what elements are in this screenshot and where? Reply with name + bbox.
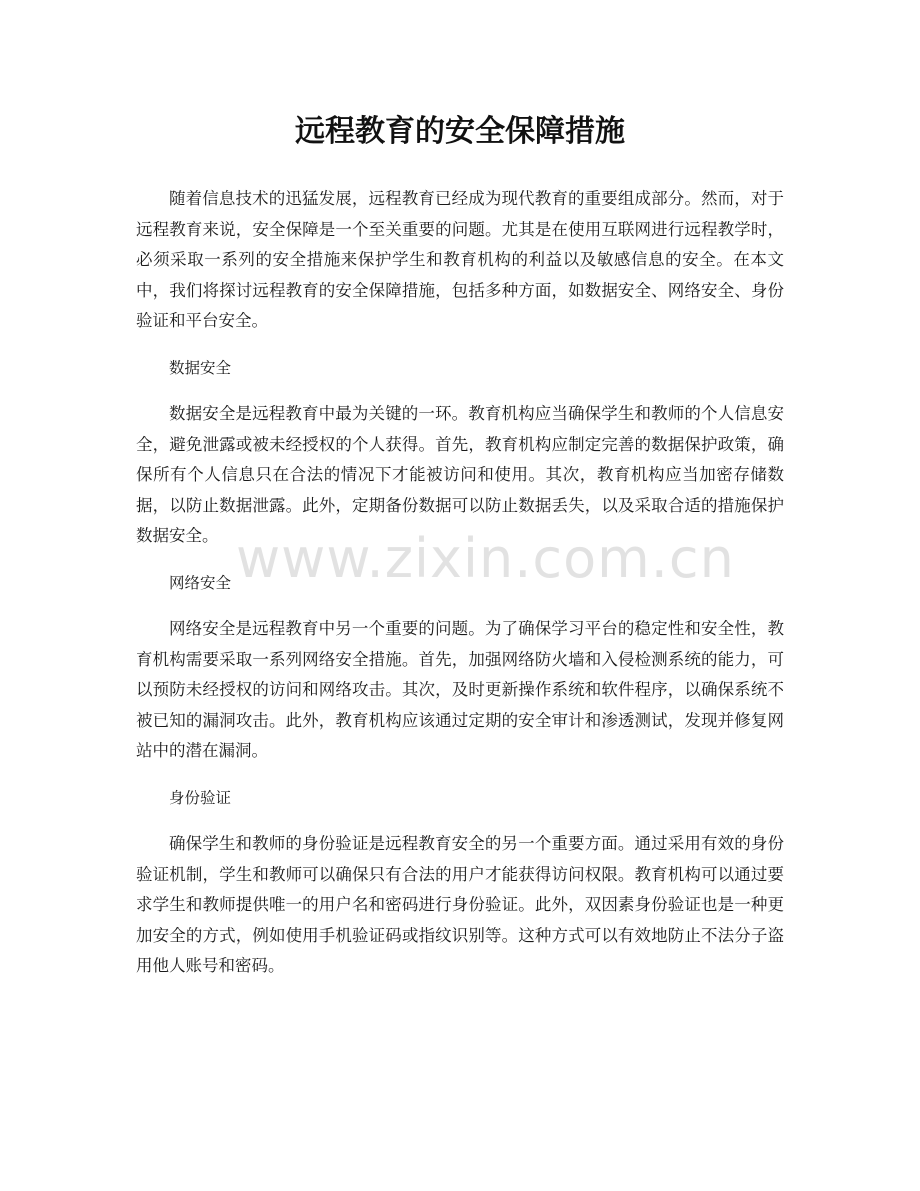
network-security-paragraph: 网络安全是远程教育中另一个重要的问题。为了确保学习平台的稳定性和安全性，教育机构需要采取一系列网络安全措施。首先，加强网络防火墙和入侵检测系统的能力，可以预防未经授权的访问和网络攻击。其次，及时更新操作系统和软件程序，以确保系统不被已知的漏洞攻击。此外，教育机构应该通过定期的安全审计和渗透测试，发现并修复网站中的潜在漏洞。 — [136, 619, 784, 760]
data-security-paragraph: 数据安全是远程教育中最为关键的一环。教育机构应当确保学生和教师的个人信息安全，避免泄露或被未经授权的个人获得。首先，教育机构应制定完善的数据保护政策，确保所有个人信息只在合法的情况下才能被访问和使用。其次，教育机构应当加密存储数据，以防止数据泄露。此外，定期备份数据可以防止数据丢失，以及采取合适的措施保护数据安全。 — [136, 404, 784, 545]
section-heading-authentication: 身份验证 — [169, 788, 232, 807]
section-heading-data-security: 数据安全 — [169, 358, 232, 377]
intro-paragraph: 随着信息技术的迅猛发展，远程教育已经成为现代教育的重要组成部分。然而，对于远程教育来说，安全保障是一个至关重要的问题。尤其是在使用互联网进行远程教学时，必须采取一系列的安全措施来保护学生和教育机构的利益以及敏感信息的安全。在本文中，我们将探讨远程教育的安全保障措施，包括多种方面，如数据安全、网络安全、身份验证和平台安全。 — [136, 189, 784, 330]
document-title: 远程教育的安全保障措施 — [295, 114, 625, 149]
document-body — [136, 184, 784, 998]
watermark-text: www.zixin.com.cn — [236, 527, 735, 590]
authentication-paragraph: 确保学生和教师的身份验证是远程教育安全的另一个重要方面。通过采用有效的身份验证机制，学生和教师可以确保只有合法的用户才能获得访问权限。教育机构可以通过要求学生和教师提供唯一的用户名和密码进行身份验证。此外，双因素身份验证也是一种更加安全的方式，例如使用手机验证码或指纹识别等。这种方式可以有效地防止不法分子盗用他人账号和密码。 — [136, 834, 784, 975]
section-heading-network-security: 网络安全 — [169, 573, 232, 592]
